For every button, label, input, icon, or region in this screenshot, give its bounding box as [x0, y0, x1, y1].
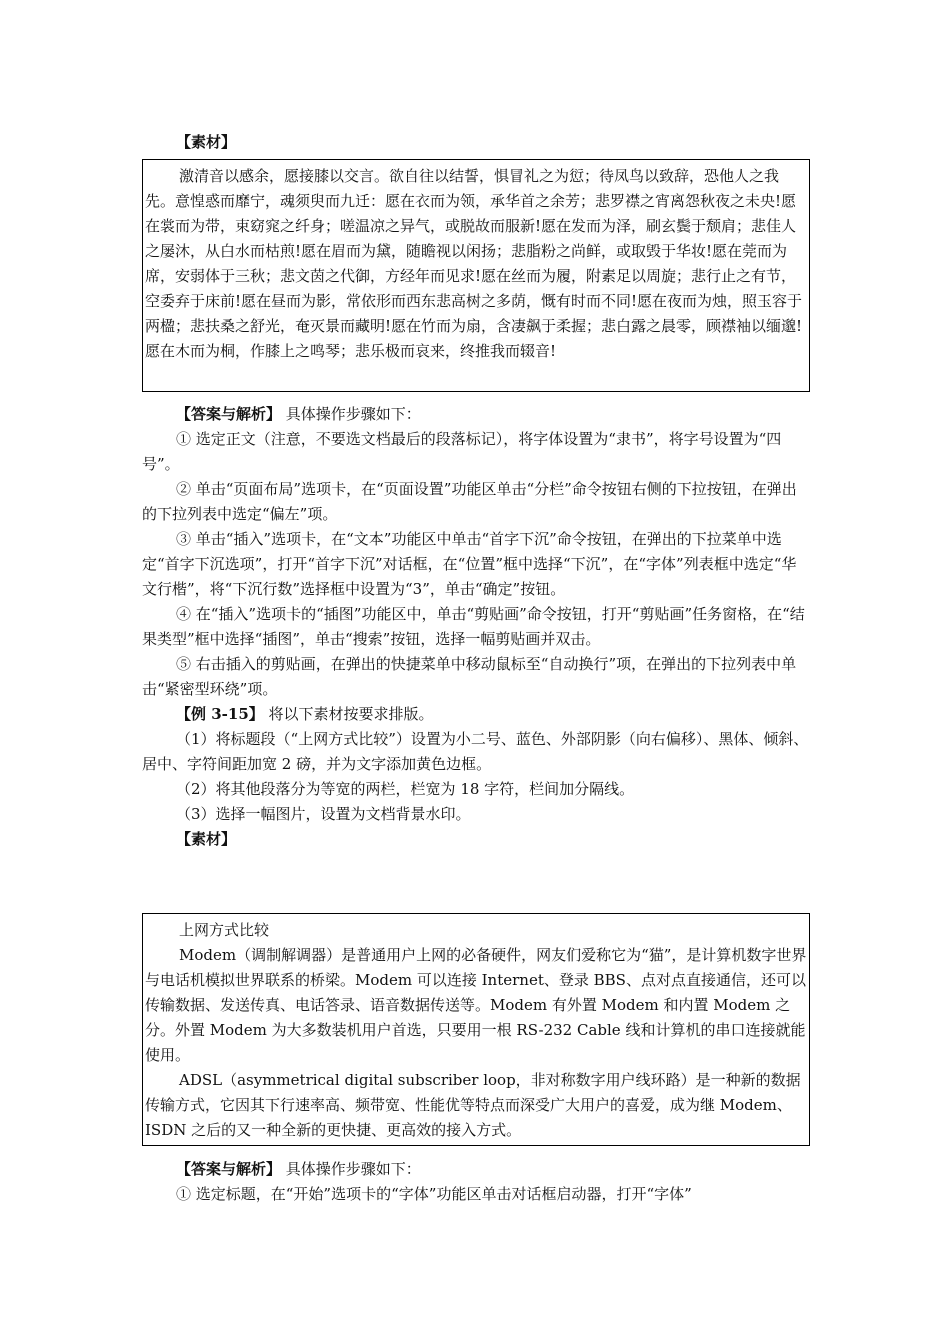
- material-label: 【素材】: [176, 133, 237, 151]
- answer-intro-2: 具体操作步骤如下：: [281, 1160, 421, 1178]
- example-label: 【例 3-15】: [176, 705, 264, 723]
- material-heading-1: [142, 130, 810, 155]
- answer-intro: 具体操作步骤如下：: [281, 405, 421, 423]
- step-1: ① 选定正文（注意，不要选文档最后的段落标记），将字体设置为“隶书”，将字号设置为“四号”。: [142, 430, 782, 473]
- material-para-2: ADSL（asymmetrical digital subscriber loop，非对称数字用户线环路）是一种新的数据传输方式，它因其下行速率高、频带宽、性能优等特点而深受广大用户的喜爱，成为继 Modem、ISDN 之后的又一种全新的更快捷、更高效的接入方式。: [145, 1071, 801, 1139]
- material-box-1: [142, 159, 810, 392]
- step-3: ③ 单击“插入”选项卡，在“文本”功能区中单击“首字下沉”命令按钮，在弹出的下拉菜单中选定“首字下沉选项”，打开“首字下沉”对话框，在“位置”框中选择“下沉”，在“字体”列表框中选定“华文行楷”，将“下沉行数”选择框中设置为“3”，单击“确定”按钮。: [142, 530, 797, 598]
- step-2-1: ① 选定标题，在“开始”选项卡的“字体”功能区单击对话框启动器，打开“字体”: [176, 1185, 692, 1203]
- example-intro: 将以下素材按要求排版。: [263, 705, 434, 723]
- answer-label-2: 【答案与解析】: [176, 1160, 282, 1178]
- step-5: ⑤ 右击插入的剪贴画，在弹出的快捷菜单中移动鼠标至“自动换行”项，在弹出的下拉列表中单击“紧密型环绕”项。: [142, 655, 797, 698]
- step-2: ② 单击“页面布局”选项卡，在“页面设置”功能区单击“分栏”命令按钮右侧的下拉按钮，在弹出的下拉列表中选定“偏左”项。: [142, 480, 797, 523]
- answer-section-2: [142, 1157, 810, 1207]
- answer-label: 【答案与解析】: [176, 405, 282, 423]
- material-heading-2: [142, 827, 810, 852]
- requirement-2: （2）将其他段落分为等宽的两栏，栏宽为 18 字符，栏间加分隔线。: [176, 780, 635, 798]
- material-title: 上网方式比较: [179, 921, 270, 939]
- material-box-2: [142, 913, 810, 1146]
- step-4: ④ 在“插入”选项卡的“插图”功能区中，单击“剪贴画”命令按钮，打开“剪贴画”任务窗格，在“结果类型”框中选择“插图”，单击“搜索”按钮，选择一幅剪贴画并双击。: [142, 605, 805, 648]
- answer-heading-1: [142, 402, 810, 427]
- material-label-2: 【素材】: [176, 830, 237, 848]
- material-para-1: Modem（调制解调器）是普通用户上网的必备硬件，网友们爱称它为“猫”，是计算机数字世界与电话机模拟世界联系的桥梁。Modem 可以连接 Internet、登录 BBS、点对点直接通信，还可以传输数据、发送传真、电话答录、语音数据传送等。Modem 有外置 Modem 和内置 Modem 之分。外置 Modem 为大多数装机用户首选，只要用一根 RS-232 Cable 线和计算机的串口连接就能使用。: [145, 946, 807, 1064]
- answer-heading-2: [142, 1157, 810, 1182]
- requirement-3: （3）选择一幅图片，设置为文档背景水印。: [176, 805, 471, 823]
- answer-section-1: [142, 402, 810, 852]
- example-heading: [142, 702, 810, 727]
- requirement-1: （1）将标题段（“上网方式比较”）设置为小二号、蓝色、外部阴影（向右偏移）、黑体、倾斜、居中、字符间距加宽 2 磅，并为文字添加黄色边框。: [142, 730, 809, 773]
- material-text-1: 激清音以感余，愿接膝以交言。欲自往以结誓，惧冒礼之为愆；待凤鸟以致辞，恐他人之我先。意惶惑而靡宁，魂须臾而九迁：愿在衣而为领，承华首之余芳；悲罗襟之宵离怨秋夜之未央!愿在裳而为带，束窈窕之纤身；嗟温凉之异气，或脱故而服新!愿在发而为泽，刷玄鬓于颓肩；悲佳人之屡沐，从白水而枯煎!愿在眉而为黛，随瞻视以闲扬；悲脂粉之尚鲜，或取毁于华妆!愿在莞而为席，安弱体于三秋；悲文茵之代御，方经年而见求!愿在丝而为履，附素足以周旋；悲行止之有节，空委弃于床前!愿在昼而为影，常依形而西东悲高树之多荫，慨有时而不同!愿在夜而为烛，照玉容于两楹；悲扶桑之舒光，奄灭景而藏明!愿在竹而为扇，含凄飙于柔握；悲白露之晨零，顾襟袖以缅邈!愿在木而为桐，作膝上之鸣琴；悲乐极而哀来，终推我而辍音!: [145, 167, 803, 360]
